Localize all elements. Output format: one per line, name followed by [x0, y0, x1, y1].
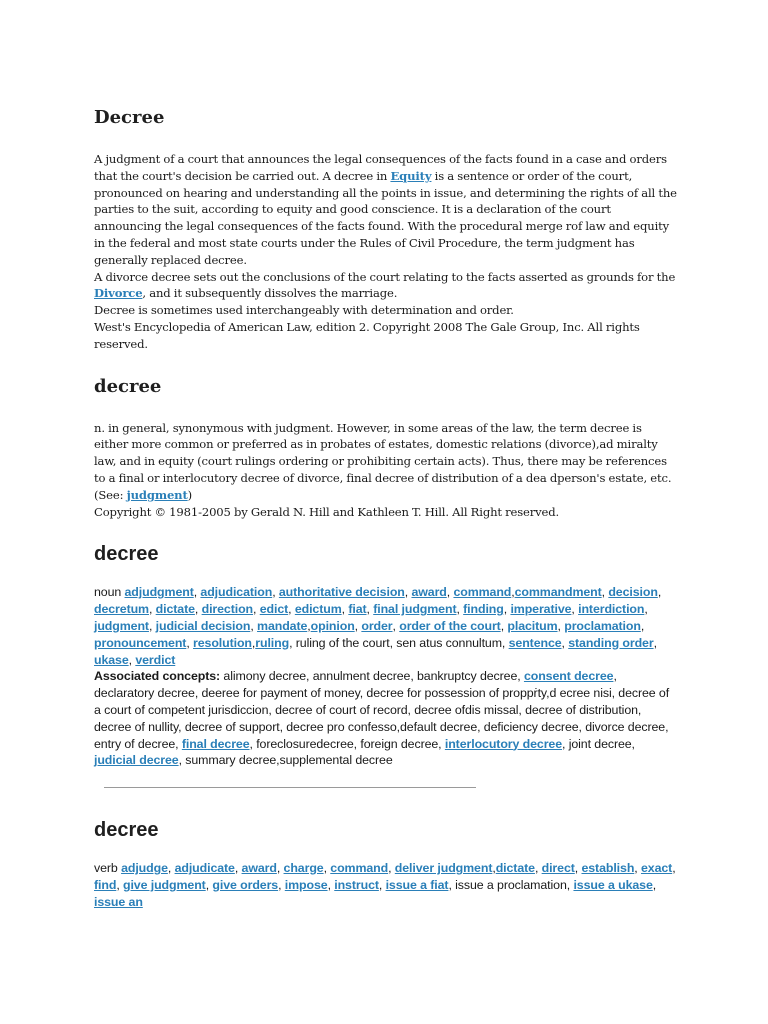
- text-run: alimony decree, annulment decree, bankruptcy decree,: [220, 669, 524, 684]
- noun-link-ruling[interactable]: ruling: [255, 635, 290, 650]
- verb-link-charge[interactable]: charge: [283, 861, 324, 876]
- separator: ,: [253, 602, 260, 617]
- entry-hill: [94, 375, 678, 521]
- noun-link-fiat[interactable]: fiat: [348, 602, 367, 617]
- entry-thesaurus-verb: [94, 818, 678, 910]
- separator: ,: [128, 652, 136, 667]
- separator: ,: [116, 877, 123, 892]
- noun-link-commandment[interactable]: commandment: [514, 585, 602, 600]
- entry-heading: decree: [94, 543, 159, 566]
- separator: ,: [672, 861, 676, 876]
- noun-link-command[interactable]: command: [453, 585, 512, 600]
- usage-note: Decree is sometimes used interchangeably with determination and order.: [94, 303, 514, 318]
- verb-link-deliver-judgment[interactable]: deliver judgment: [394, 861, 493, 876]
- separator: ,: [557, 618, 565, 633]
- synonym-list: [94, 584, 678, 668]
- separator: , ruling of the court, sen atus connultum,: [289, 635, 509, 650]
- separator: ,: [652, 877, 657, 892]
- noun-link-verdict[interactable]: verdict: [135, 652, 176, 667]
- text-run: A divorce decree sets out the conclusions of the court relating to the facts asserted as grounds for the: [94, 269, 676, 284]
- noun-link-interdiction[interactable]: interdiction: [578, 602, 645, 617]
- text-run: ): [187, 487, 193, 502]
- separator: ,: [653, 635, 657, 650]
- entry-wests: [94, 106, 678, 353]
- noun-link-order-of-the-court[interactable]: order of the court: [399, 618, 501, 633]
- verb-link-establish[interactable]: establish: [581, 861, 635, 876]
- separator: ,: [561, 635, 569, 650]
- separator: ,: [534, 861, 542, 876]
- part-of-speech: noun: [94, 585, 122, 600]
- verb-link-command[interactable]: command: [330, 861, 389, 876]
- separator: ,: [341, 602, 349, 617]
- verb-link-adjudicate[interactable]: adjudicate: [174, 861, 235, 876]
- entry-heading: Decree: [94, 107, 165, 128]
- noun-link-adjudication[interactable]: adjudication: [200, 585, 273, 600]
- separator: ,: [278, 877, 285, 892]
- divorce-paragraph: [94, 269, 678, 303]
- noun-link-dictate[interactable]: dictate: [155, 602, 195, 617]
- noun-link-opinion[interactable]: opinion: [310, 618, 355, 633]
- separator: ,: [186, 635, 194, 650]
- noun-link-decision[interactable]: decision: [608, 585, 658, 600]
- separator: ,: [640, 618, 645, 633]
- noun-link-resolution[interactable]: resolution: [193, 635, 252, 650]
- noun-link-order[interactable]: order: [361, 618, 393, 633]
- copyright-note: West's Encyclopedia of American Law, edition 2. Copyright 2008 The Gale Group, Inc. All rights reserved.: [94, 319, 640, 351]
- entry-heading: decree: [94, 375, 162, 397]
- link-divorce[interactable]: Divorce: [94, 286, 143, 301]
- link-judicial-decree[interactable]: judicial decree: [94, 753, 179, 768]
- separator: ,: [657, 585, 662, 600]
- text-run: A judgment of a court that announces the legal consequences of the facts found in a case and orders that the court's decision be carried out. A decree in: [94, 152, 667, 183]
- separator: ,: [378, 877, 386, 892]
- verb-link-award[interactable]: award: [241, 861, 277, 876]
- link-interlocutory-decree[interactable]: interlocutory decree: [444, 736, 563, 751]
- noun-link-edict[interactable]: edict: [259, 602, 289, 617]
- separator: ,: [503, 602, 511, 617]
- separator: ,: [571, 602, 579, 617]
- document-content: [94, 106, 678, 911]
- verb-link-give-orders[interactable]: give orders: [212, 877, 279, 892]
- separator: ,: [194, 602, 202, 617]
- text-run: , foreclosuredecree, foreign decree,: [249, 736, 445, 751]
- noun-link-pronouncement[interactable]: pronouncement: [94, 635, 187, 650]
- associated-concepts-label: Associated concepts:: [94, 669, 221, 684]
- noun-link-judicial-decision[interactable]: judicial decision: [155, 618, 251, 633]
- entry-heading: decree: [94, 819, 159, 842]
- verb-link-find[interactable]: find: [94, 877, 117, 892]
- verb-link-give-judgment[interactable]: give judgment: [123, 877, 206, 892]
- separator: ,: [354, 618, 362, 633]
- synonym-list: [94, 860, 678, 910]
- separator: ,: [366, 602, 374, 617]
- separator: ,: [193, 585, 201, 600]
- separator: ,: [601, 585, 609, 600]
- noun-link-authoritative-decision[interactable]: authoritative decision: [278, 585, 405, 600]
- noun-link-edictum[interactable]: edictum: [294, 602, 342, 617]
- verb-link-issue-a-ukase[interactable]: issue a ukase: [573, 877, 653, 892]
- text-run: , and it subsequently dissolves the marriage.: [142, 286, 398, 301]
- separator: ,: [500, 618, 508, 633]
- noun-link-adjudgment[interactable]: adjudgment: [124, 585, 194, 600]
- text-run: , summary decree,supplemental decree: [178, 753, 393, 768]
- separator: ,: [251, 635, 256, 650]
- separator: ,: [148, 618, 156, 633]
- separator: ,: [148, 602, 156, 617]
- link-equity[interactable]: Equity: [390, 168, 432, 183]
- noun-link-award[interactable]: award: [411, 585, 447, 600]
- link-consent-decree[interactable]: consent decree: [523, 669, 614, 684]
- separator: ,: [167, 861, 175, 876]
- verb-link-issue-a-fiat[interactable]: issue a fiat: [385, 877, 449, 892]
- separator: ,: [272, 585, 279, 600]
- definition-paragraph: [94, 151, 678, 269]
- noun-link-decretum[interactable]: decretum: [94, 602, 149, 617]
- separator: ,: [205, 877, 213, 892]
- separator: ,: [323, 861, 331, 876]
- noun-link-finding[interactable]: finding: [463, 602, 504, 617]
- verb-link-exact[interactable]: exact: [640, 861, 673, 876]
- noun-link-mandate[interactable]: mandate: [257, 618, 308, 633]
- separator: ,: [446, 585, 454, 600]
- separator: ,: [574, 861, 582, 876]
- separator: ,: [250, 618, 258, 633]
- link-judgment[interactable]: judgment: [126, 487, 188, 502]
- noun-link-ukase[interactable]: ukase: [94, 652, 129, 667]
- text-run: is a sentence or order of the court, pronounced on hearing and understanding all the points in issue, and determining the rights of all the parties to the suit, according to equity and good conscience. It is a declaration of the court announcing the legal consequences of the facts found. With the procedural merge rof law and equity in the federal and most state courts under the Rules of Civil Procedure, the term judgment has generally replaced decree.: [94, 168, 677, 267]
- noun-link-proclamation[interactable]: proclamation: [564, 618, 641, 633]
- verb-link-impose[interactable]: impose: [284, 877, 328, 892]
- noun-link-standing-order[interactable]: standing order: [568, 635, 654, 650]
- verb-link-direct[interactable]: direct: [541, 861, 575, 876]
- verb-link-issue-an[interactable]: issue an: [94, 894, 143, 909]
- verb-link-instruct[interactable]: instruct: [334, 877, 379, 892]
- separator: ,: [327, 877, 335, 892]
- noun-link-placitum[interactable]: placitum: [507, 618, 558, 633]
- separator: ,: [492, 861, 496, 876]
- separator: ,: [276, 861, 284, 876]
- verb-link-dictate[interactable]: dictate: [495, 861, 535, 876]
- text-run: , joint decree,: [562, 736, 635, 751]
- separator: ,: [307, 618, 311, 633]
- associated-concepts: [94, 668, 678, 769]
- verb-link-adjudge[interactable]: adjudge: [121, 861, 168, 876]
- separator: ,: [234, 861, 242, 876]
- separator: ,: [388, 861, 395, 876]
- noun-link-sentence[interactable]: sentence: [508, 635, 562, 650]
- noun-link-direction[interactable]: direction: [201, 602, 254, 617]
- entry-thesaurus-noun: [94, 542, 678, 788]
- noun-link-final-judgment[interactable]: final judgment: [373, 602, 457, 617]
- separator: ,: [404, 585, 412, 600]
- separator: ,: [456, 602, 464, 617]
- separator: ,: [644, 602, 648, 617]
- noun-link-imperative[interactable]: imperative: [510, 602, 572, 617]
- noun-link-judgment[interactable]: judgment: [94, 618, 149, 633]
- separator: ,: [288, 602, 295, 617]
- definition-paragraph: [94, 420, 678, 504]
- separator: ,: [392, 618, 400, 633]
- separator: ,: [511, 585, 515, 600]
- separator: ,: [634, 861, 641, 876]
- separator: , issue a proclamation,: [448, 877, 574, 892]
- copyright-note: Copyright © 1981-2005 by Gerald N. Hill and Kathleen T. Hill. All Right reserved.: [94, 504, 560, 519]
- section-divider: [104, 787, 476, 788]
- text-run: , declaratory decree, deeree for payment of money, decree for possession of proppṙty,d ecree nisi, decree of a court of competent jurisdiccion, decree of court of record, decree ofdis missal, decree of distribution, decree of nullity, decree of support, decree pro confesso,default decree, deficiency decree, divorce decree, entry of decree,: [94, 669, 670, 751]
- text-run: n. in general, synonymous with judgment. However, in some areas of the law, the term decree is either more common or preferred as in probates of estates, domestic relations (divorce),ad miralty law, and in equity (court rulings ordering or prohibiting certain acts). Thus, there may be references to a final or interlocutory decree of divorce, final decree of distribution of a dea dperson's estate, etc. (See:: [94, 420, 672, 502]
- link-final-decree[interactable]: final decree: [181, 736, 250, 751]
- part-of-speech: verb: [94, 861, 118, 876]
